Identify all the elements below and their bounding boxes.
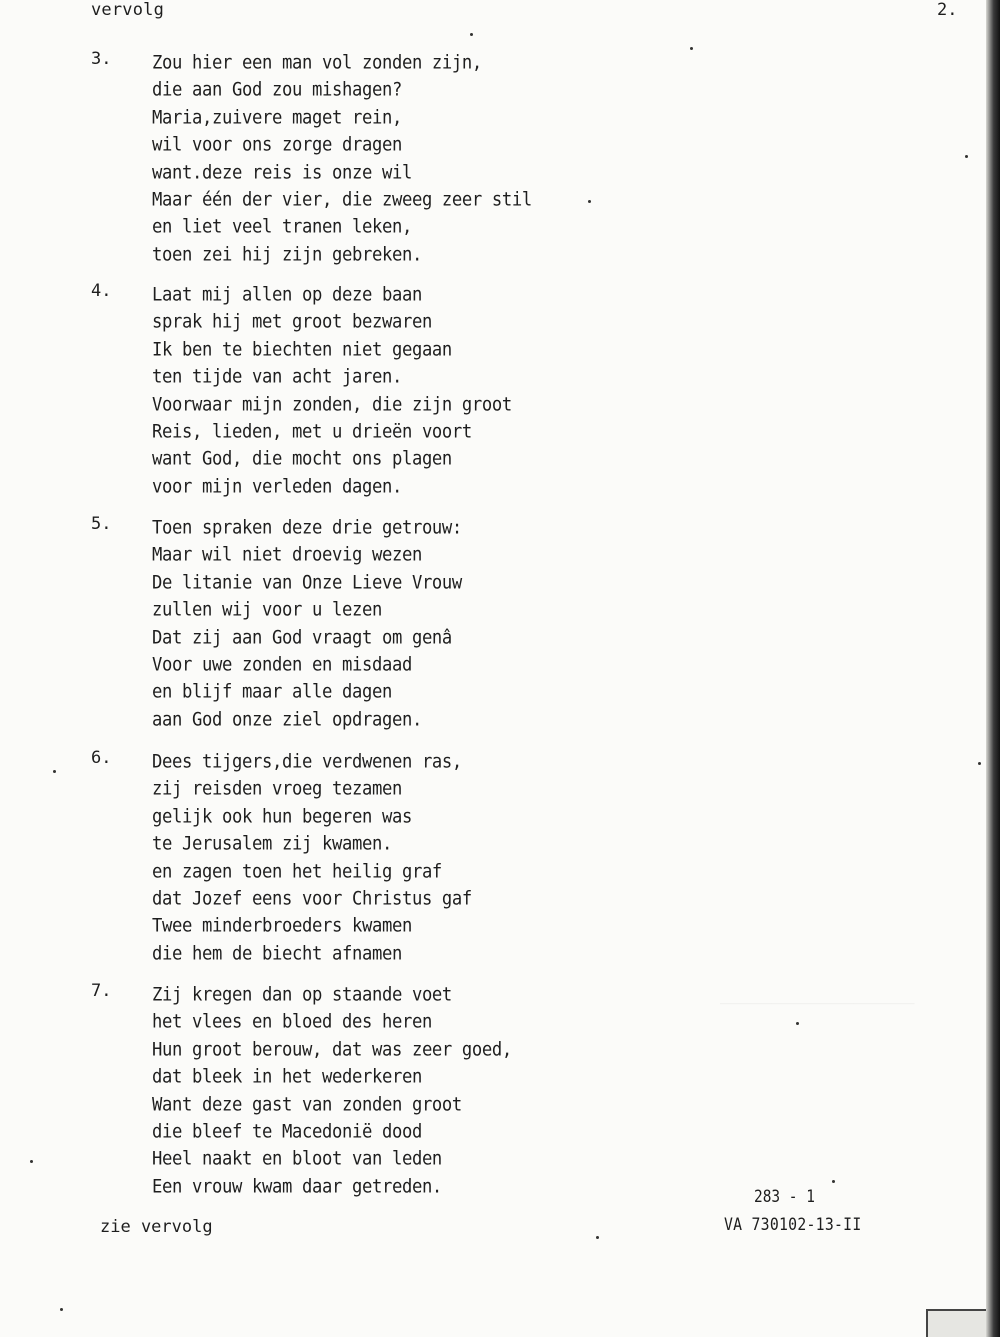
verse-line: toen zei hij zijn gebreken. <box>152 243 422 266</box>
verse-line: dat Jozef eens voor Christus gaf <box>152 888 472 910</box>
stanza-lines <box>152 981 512 1200</box>
verse-line: De litanie van Onze Lieve Vrouw <box>152 572 462 594</box>
scan-speck <box>60 1308 63 1311</box>
scan-speck <box>832 1180 835 1183</box>
scan-speck <box>30 1160 33 1163</box>
scan-speck <box>965 155 968 158</box>
verse-line: en blijf maar alle dagen <box>152 681 392 704</box>
verse-line: Dat zij aan God vraagt om genâ <box>152 626 452 649</box>
verse-line: Maria,zuivere maget rein, <box>152 107 402 129</box>
verse-line: en zagen toen het heilig graf <box>152 860 442 883</box>
verse-line: Een vrouw kwam daar getreden. <box>152 1175 442 1198</box>
stanza-lines <box>152 49 532 268</box>
page-number: 2. <box>937 0 958 20</box>
stanza-number: 4. <box>91 281 112 301</box>
verse-line: voor mijn verleden dagen. <box>152 475 402 498</box>
verse-line: te Jerusalem zij kwamen. <box>152 833 392 856</box>
scan-speck <box>596 1236 599 1239</box>
stanza-lines <box>152 514 462 733</box>
archive-code: VA 730102-13-II <box>724 1215 862 1235</box>
show-through-smudge: ___________________ <box>720 985 915 1005</box>
scan-corner <box>926 1309 986 1337</box>
verse-line: sprak hij met groot bezwaren <box>152 311 432 334</box>
verse-line: Maar één der vier, die zweeg zeer stil <box>152 189 532 211</box>
verse-line: en liet veel tranen leken, <box>152 216 412 239</box>
verse-line: dat bleek in het wederkeren <box>152 1066 422 1089</box>
verse-line: ten tijde van acht jaren. <box>152 366 402 389</box>
verse-line: Reis, lieden, met u drieën voort <box>152 421 472 443</box>
verse-line: die bleef te Macedonië dood <box>152 1121 422 1143</box>
verse-line: Ik ben te biechten niet gegaan <box>152 339 452 361</box>
scan-speck <box>53 770 56 773</box>
verse-line: Toen spraken deze drie getrouw: <box>152 517 462 539</box>
verse-line: die hem de biecht afnamen <box>152 942 402 965</box>
verse-line: zij reisden vroeg tezamen <box>152 778 402 801</box>
verse-line: Hun groot berouw, dat was zeer goed, <box>152 1039 512 1061</box>
verse-line: Voor uwe zonden en misdaad <box>152 654 412 676</box>
scan-speck <box>690 47 693 50</box>
verse-line: zullen wij voor u lezen <box>152 599 382 622</box>
verse-line: Maar wil niet droevig wezen <box>152 544 422 567</box>
verse-line: Twee minderbroeders kwamen <box>152 915 412 938</box>
verse-line: Heel naakt en bloot van leden <box>152 1148 442 1171</box>
verse-line: want God, die mocht ons plagen <box>152 448 452 471</box>
verse-line: Want deze gast van zonden groot <box>152 1093 462 1116</box>
stanza-lines <box>152 281 512 500</box>
continued-note: zie vervolg <box>100 1217 213 1237</box>
scan-edge-shadow <box>986 0 1000 1337</box>
verse-line: Zou hier een man vol zonden zijn, <box>152 52 482 74</box>
verse-line: want.deze reis is onze wil <box>152 161 412 184</box>
header-continued-label: vervolg <box>91 0 165 20</box>
document-number: 283 - 1 <box>754 1187 815 1207</box>
stanza-number: 7. <box>91 981 112 1001</box>
scan-speck <box>796 1022 799 1025</box>
scan-speck <box>978 762 981 765</box>
verse-line: Voorwaar mijn zonden, die zijn groot <box>152 393 512 416</box>
verse-line: Laat mij allen op deze baan <box>152 284 422 306</box>
stanza-number: 3. <box>91 49 112 69</box>
scan-speck <box>470 33 473 36</box>
verse-line: Zij kregen dan op staande voet <box>152 984 452 1006</box>
verse-line: aan God onze ziel opdragen. <box>152 708 422 731</box>
verse-line: het vlees en bloed des heren <box>152 1011 432 1034</box>
verse-line: wil voor ons zorge dragen <box>152 134 402 157</box>
stanza-number: 5. <box>91 514 112 534</box>
verse-line: Dees tijgers,die verdwenen ras, <box>152 751 462 773</box>
stanza-lines <box>152 748 472 967</box>
verse-line: gelijk ook hun begeren was <box>152 806 412 828</box>
verse-line: die aan God zou mishagen? <box>152 79 402 102</box>
scan-speck <box>588 200 591 203</box>
stanza-number: 6. <box>91 748 112 768</box>
